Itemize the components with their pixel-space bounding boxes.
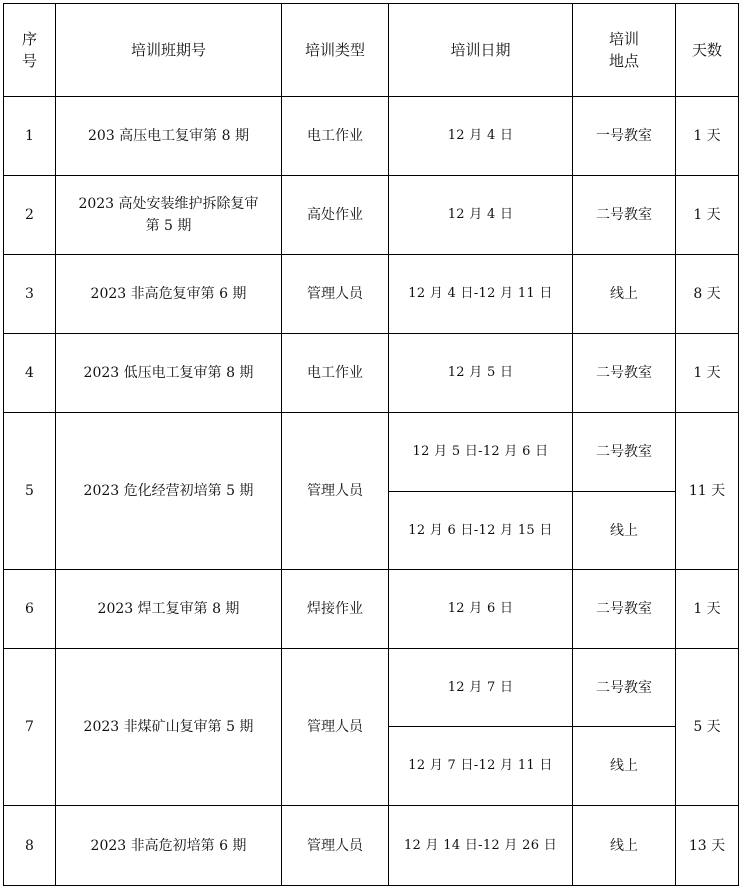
row-session-location: 线上 [573,492,676,570]
row-location: 二号教室 [573,334,676,413]
header-index: 序 号 [4,4,56,97]
row-class-name: 2023 危化经营初培第 5 期 [56,413,282,570]
table-row [4,176,739,255]
row-type: 高处作业 [282,176,389,255]
row-session-date: 12 月 7 日 [389,649,573,727]
row-index: 7 [4,649,56,806]
row-class-name: 2023 低压电工复审第 8 期 [56,334,282,413]
row-date: 12 月 6 日 [389,570,573,649]
training-schedule-table [3,3,739,886]
row-location: 二号教室 [573,570,676,649]
row-date: 12 月 14 日-12 月 26 日 [389,806,573,886]
row-date: 12 月 5 日 [389,334,573,413]
row-days: 1 天 [676,97,739,176]
header-row [4,4,739,97]
row-location: 二号教室 [573,176,676,255]
row-class-name: 2023 焊工复审第 8 期 [56,570,282,649]
table-row [4,97,739,176]
row-type: 管理人员 [282,806,389,886]
row-session-date: 12 月 7 日-12 月 11 日 [389,727,573,806]
table-row [4,255,739,334]
row-type: 焊接作业 [282,570,389,649]
row-class-name: 2023 非高危复审第 6 期 [56,255,282,334]
header-days: 天数 [676,4,739,97]
row-location: 一号教室 [573,97,676,176]
row-index: 4 [4,334,56,413]
row-days: 13 天 [676,806,739,886]
row-class-name: 203 高压电工复审第 8 期 [56,97,282,176]
row-index: 6 [4,570,56,649]
header-date: 培训日期 [389,4,573,97]
header-class-name: 培训班期号 [56,4,282,97]
row-session-date: 12 月 6 日-12 月 15 日 [389,492,573,570]
row-index: 5 [4,413,56,570]
header-location: 培训 地点 [573,4,676,97]
row-type: 电工作业 [282,334,389,413]
row-type: 管理人员 [282,255,389,334]
row-days: 11 天 [676,413,739,570]
table-row [4,806,739,886]
row-days: 8 天 [676,255,739,334]
row-index: 3 [4,255,56,334]
table-row [4,649,739,727]
row-class-name: 2023 非高危初培第 6 期 [56,806,282,886]
header-type: 培训类型 [282,4,389,97]
row-location: 线上 [573,255,676,334]
row-date: 12 月 4 日 [389,97,573,176]
row-class-name: 2023 高处安装维护拆除复审 第 5 期 [56,176,282,255]
table-row [4,413,739,492]
row-date: 12 月 4 日-12 月 11 日 [389,255,573,334]
row-index: 2 [4,176,56,255]
row-session-date: 12 月 5 日-12 月 6 日 [389,413,573,492]
row-date: 12 月 4 日 [389,176,573,255]
row-index: 8 [4,806,56,886]
row-days: 1 天 [676,176,739,255]
row-type: 管理人员 [282,413,389,570]
row-index: 1 [4,97,56,176]
row-location: 线上 [573,806,676,886]
row-days: 1 天 [676,570,739,649]
row-session-location: 二号教室 [573,413,676,492]
table-row [4,334,739,413]
row-days: 1 天 [676,334,739,413]
row-session-location: 二号教室 [573,649,676,727]
row-type: 管理人员 [282,649,389,806]
row-type: 电工作业 [282,97,389,176]
row-days: 5 天 [676,649,739,806]
row-session-location: 线上 [573,727,676,806]
row-class-name: 2023 非煤矿山复审第 5 期 [56,649,282,806]
table-row [4,570,739,649]
